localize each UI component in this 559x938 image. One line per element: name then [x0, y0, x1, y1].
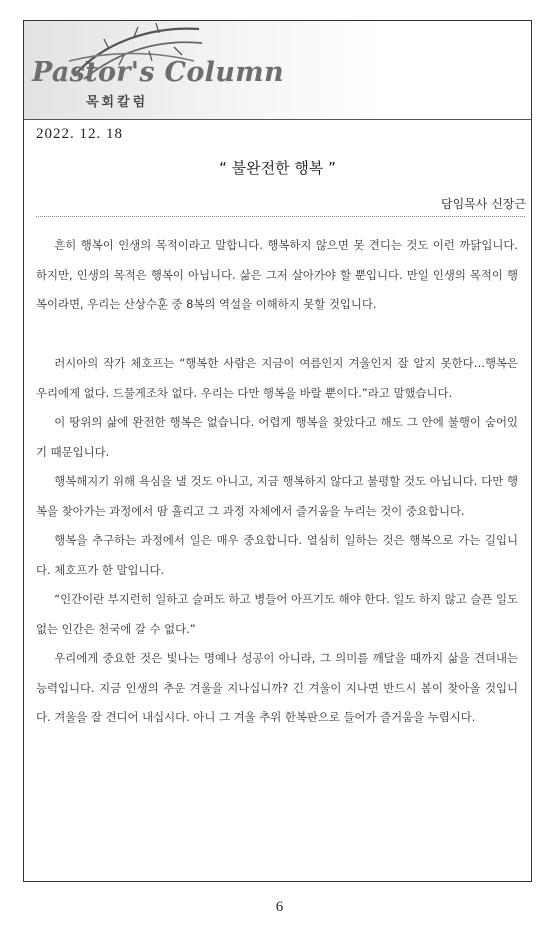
article-body: [36, 231, 518, 733]
article-author: 담임목사 신장근: [441, 197, 526, 211]
paragraph: 행복해지기 위해 욕심을 낼 것도 아니고, 지금 행복하지 않다고 불평할 것도 아닙니다. 다만 행복을 찾아가는 과정에서 땀 흘리고 그 과정 자체에서 즐거움을 누리는 것이 중요합니다.: [36, 474, 518, 518]
page-number: 6: [275, 899, 284, 915]
column-title-korean: 목회칼럼: [86, 95, 149, 110]
column-header-banner: [24, 21, 531, 120]
paragraph: 흔히 행복이 인생의 목적이라고 말합니다. 행복하지 않으면 못 견디는 것도 이런 까닭입니다. 하지만, 인생의 목적은 행복이 아닙니다. 삶은 그저 살아가야 할 뿐입니다. 만일 인생의 목적이 행복이라면, 우리는 산상수훈 중 8복의 역설을 이해하지 못할 것입니다.: [36, 238, 518, 311]
paragraph: 우리에게 중요한 것은 빛나는 명예나 성공이 아니라, 그 의미를 깨달을 때까지 삶을 견뎌내는 능력입니다. 지금 인생의 추운 겨울을 지나십니까? 긴 겨울이 지나면 반드시 봄이 찾아올 것입니다. 겨울을 잘 견디어 내십시다. 아니 그 겨울 추위 한복판으로 들어가 즐거움을 누립시다.: [36, 651, 518, 724]
dotted-divider: [36, 216, 525, 217]
column-frame: [23, 20, 532, 882]
article-date: 2022. 12. 18: [36, 126, 123, 142]
paragraph: “인간이란 부지런히 일하고 슬퍼도 하고 병들어 아프기도 해야 한다. 일도 하지 않고 슬픈 일도 없는 인간은 천국에 갈 수 없다.”: [36, 592, 518, 636]
article-title: “ 불완전한 행복 ”: [219, 159, 336, 177]
paragraph: 행복을 추구하는 과정에서 일은 매우 중요합니다. 열심히 일하는 것은 행복으로 가는 길입니다. 체호프가 한 말입니다.: [36, 533, 518, 577]
column-title-english: Pastor's Column: [32, 57, 284, 88]
paragraph: 러시아의 작가 체호프는 “행복한 사람은 지금이 여름인지 겨울인지 잘 알지 못한다…행복은 우리에게 없다. 드물게조차 없다. 우리는 다만 행복을 바랄 뿐이다.”라고 말했습니다.: [36, 356, 518, 400]
paragraph: 이 땅위의 삶에 완전한 행복은 없습니다. 어렵게 행복을 찾았다고 해도 그 안에 불행이 숨어있기 때문입니다.: [36, 415, 518, 459]
